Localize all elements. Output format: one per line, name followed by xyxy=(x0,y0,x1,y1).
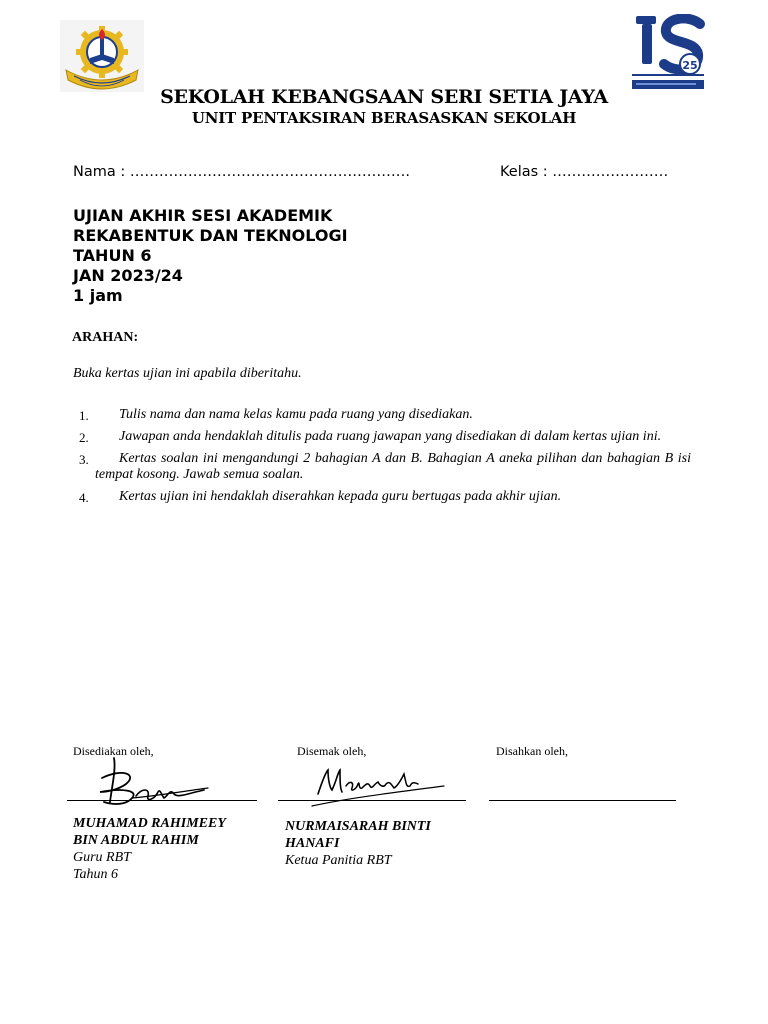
instructions-list xyxy=(73,407,691,511)
checked-signature-line xyxy=(278,800,466,801)
instruction-number: 1. xyxy=(79,408,89,423)
prepared-by-person xyxy=(73,815,226,883)
prepared-by-label: Disediakan oleh, xyxy=(73,744,154,758)
instruction-text: Kertas ujian ini hendaklah diserahkan kepada guru bertugas pada akhir ujian. xyxy=(119,489,562,504)
svg-text:25: 25 xyxy=(682,59,698,72)
prepared-signature-line xyxy=(67,800,257,801)
ts25-logo-icon xyxy=(630,14,706,92)
instruction-text: Jawapan anda hendaklah ditulis pada ruang jawapan yang disediakan di dalam kertas ujian ini. xyxy=(119,429,662,444)
exam-session-line: JAN 2023/24 xyxy=(73,266,183,285)
school-crest-logo xyxy=(60,20,144,92)
checked-role: Ketua Panitia RBT xyxy=(285,853,392,868)
instruction-item xyxy=(73,407,691,423)
checked-name-line2: HANAFI xyxy=(285,836,340,851)
checked-signature xyxy=(308,764,448,820)
instructions-intro: Buka kertas ujian ini apabila diberitahu. xyxy=(73,366,302,381)
approved-signature-line xyxy=(489,800,676,801)
instruction-item xyxy=(73,489,691,505)
exam-duration-line: 1 jam xyxy=(73,286,123,305)
prepared-name-line1: MUHAMAD RAHIMEEY xyxy=(73,816,226,831)
approved-by-label: Disahkan oleh, xyxy=(496,744,568,758)
instruction-number: 4. xyxy=(79,490,89,505)
instruction-item xyxy=(73,429,691,445)
school-crest-icon xyxy=(60,20,144,92)
instruction-text: Kertas soalan ini mengandungi 2 bahagian A dan B. Bahagian A aneka pilihan dan bahagian B isi tempat kosong. Jawab semua soalan. xyxy=(95,451,691,482)
instruction-number: 3. xyxy=(79,452,89,467)
checked-name-line1: NURMAISARAH BINTI xyxy=(285,819,431,834)
instructions-heading: ARAHAN: xyxy=(72,330,139,345)
instruction-text: Tulis nama dan nama kelas kamu pada ruang yang disediakan. xyxy=(119,407,473,422)
exam-year-line: TAHUN 6 xyxy=(73,246,152,265)
unit-name-heading: UNIT PENTAKSIRAN BERASASKAN SEKOLAH xyxy=(191,109,577,127)
exam-subject-line: REKABENTUK DAN TEKNOLOGI xyxy=(73,226,348,245)
ts25-logo xyxy=(630,14,706,92)
instruction-number: 2. xyxy=(79,430,89,445)
checked-by-person xyxy=(285,818,431,869)
school-name-heading: SEKOLAH KEBANGSAAN SERI SETIA JAYA xyxy=(160,86,608,108)
prepared-role-year: Tahun 6 xyxy=(73,867,119,882)
exam-title-block xyxy=(73,206,348,306)
prepared-role: Guru RBT xyxy=(73,850,131,865)
prepared-name-line2: BIN ABDUL RAHIM xyxy=(73,833,199,848)
student-class-field: Kelas : …………………… xyxy=(500,164,669,180)
exam-title-line: UJIAN AKHIR SESI AKADEMIK xyxy=(73,206,333,225)
checked-by-label: Disemak oleh, xyxy=(297,744,367,758)
handwritten-signature-icon xyxy=(308,764,448,820)
instruction-item xyxy=(73,451,691,483)
student-name-field: Nama : …………………………………………………. xyxy=(73,164,410,180)
